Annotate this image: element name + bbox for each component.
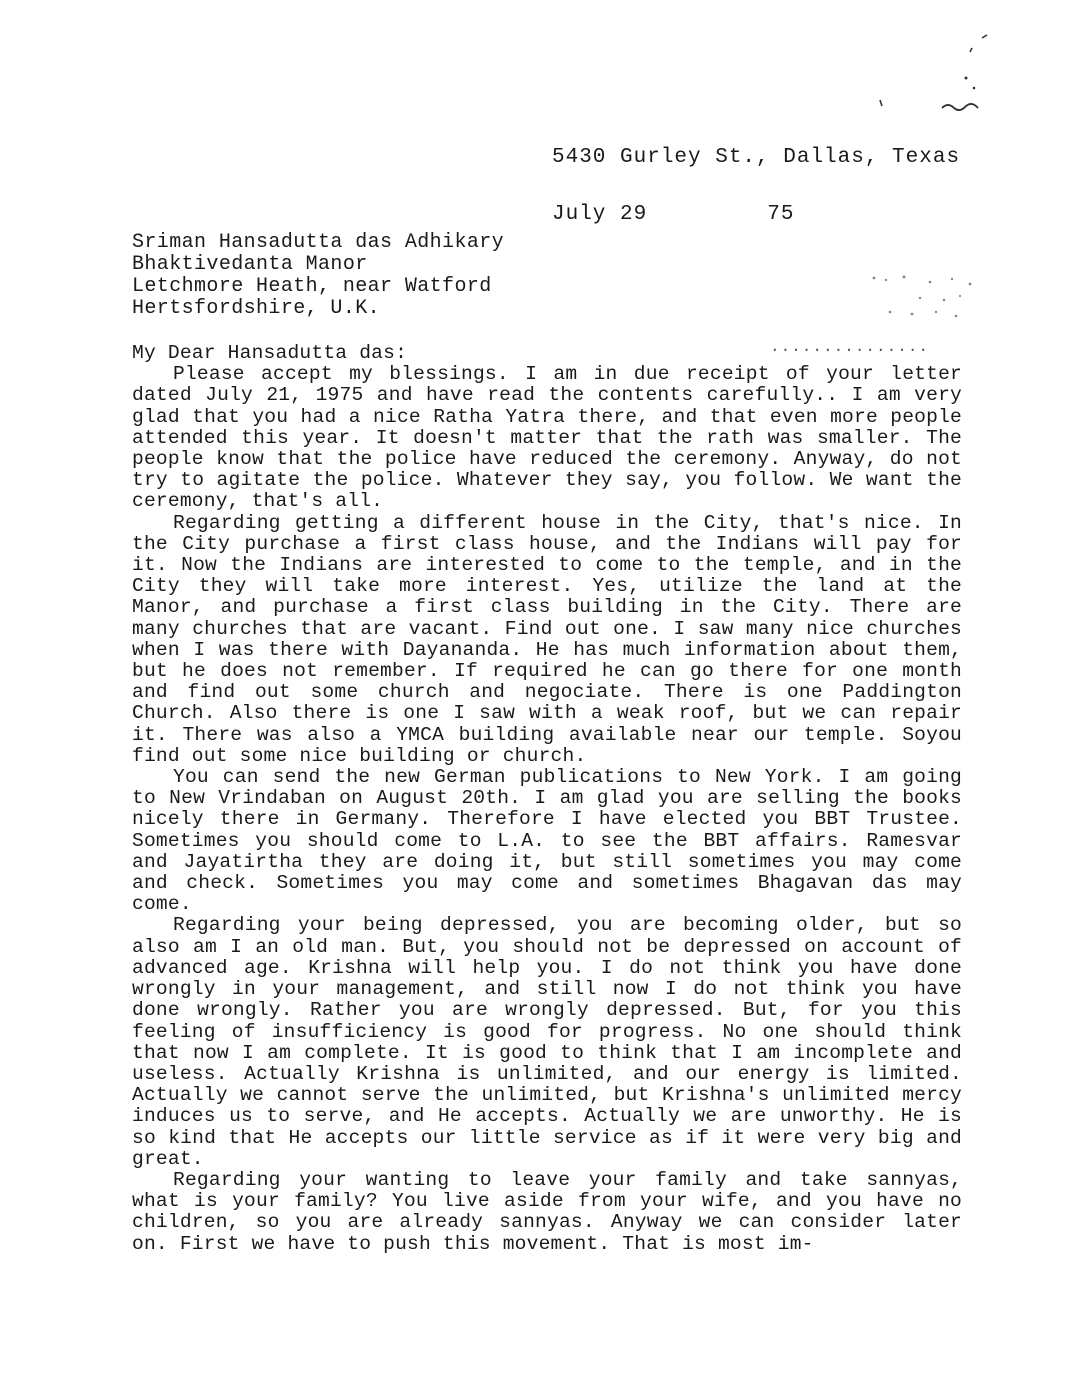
letter-date <box>552 203 794 226</box>
date-month-day: July 29 <box>552 203 648 226</box>
recipient-line: Letchmore Heath, near Watford <box>132 275 492 298</box>
body-paragraph: You can send the new German publications to New York. I am going to New Vrindaban on August 20th. I am glad you are selling the books nicely there in Germany. Therefore I have elected you BBT Trustee. Sometimes you should come to L.A. to see the BBT affairs. Ramesvar and Jayatirtha they are doing it, but still sometimes you may come and check. Sometimes you may come and sometimes Bhagavan das may come. <box>132 766 962 916</box>
body-paragraph: Regarding your wanting to leave your family and take sannyas, what is your family? You live aside from your wife, and you have no children, so you are already sannyas. Anyway we can consider later on. First we have to push this movement. That is most im- <box>132 1168 962 1255</box>
body-paragraph: Regarding getting a different house in the City, that's nice. In the City purchase a first class house, and the Indians will pay for it. Now the Indians are interested to come to the temple, and in the City they will take more interest. Yes, utilize the land at the Manor, and purchase a first class building in the City. There are many churches that are vacant. Find out one. I saw many nice churches when I was there with Dayananda. He has much information about them, but he does not remember. If required he can go there for one month and find out some church and negociate. There is one Paddington Church. Also there is one I saw with a weak roof, but we can repair it. There was also a YMCA building available near our temple. Soyou find out some nice building or church. <box>132 511 962 767</box>
recipient-line: Bhaktivedanta Manor <box>132 253 368 276</box>
recipient-line: Sriman Hansadutta das Adhikary <box>132 231 505 254</box>
body-paragraph: Regarding your being depressed, you are becoming older, but so also am I an old man. But, you should not be depressed on account of advanced age. Krishna will help you. I do not think you have done wrongly in your management, and still now I do not think you have done wrongly. Rather you are wrongly depressed. But, for you this feeling of insufficiency is good for progress. No one should think that now I am complete. It is good to think that I am incomplete and useless. Actually Krishna is unlimited, and our energy is limited. Actually we cannot serve the unlimited, but Krishna's unlimited mercy induces us to serve, and He accepts. Actually we are unworthy. He is so kind that He accepts our little service as if it were very big and great. <box>132 914 962 1170</box>
recipient-line: Hertsfordshire, U.K. <box>132 297 381 320</box>
sender-address: 5430 Gurley St., Dallas, Texas <box>552 146 961 169</box>
faded-stamp-smudge <box>860 268 990 328</box>
date-year: 75 <box>767 203 795 226</box>
dotted-rule: ............... <box>770 338 930 356</box>
body-paragraph: Please accept my blessings. I am in due receipt of your letter dated July 21, 1975 and have read the contents carefully.. I am very glad that you had a nice Ratha Yatra there, and that even more people attended this year. It doesn't matter that the rath was smaller. The people know that the police have reduced the ceremony. Anyway, do not try to agitate the police. Whatever they say, you follow. We want the ceremony, that's all. <box>132 363 962 513</box>
corner-ink-marks <box>870 30 990 120</box>
recipient-address <box>132 232 504 320</box>
salutation: My Dear Hansadutta das: <box>132 342 408 364</box>
letter-body <box>132 343 962 1255</box>
